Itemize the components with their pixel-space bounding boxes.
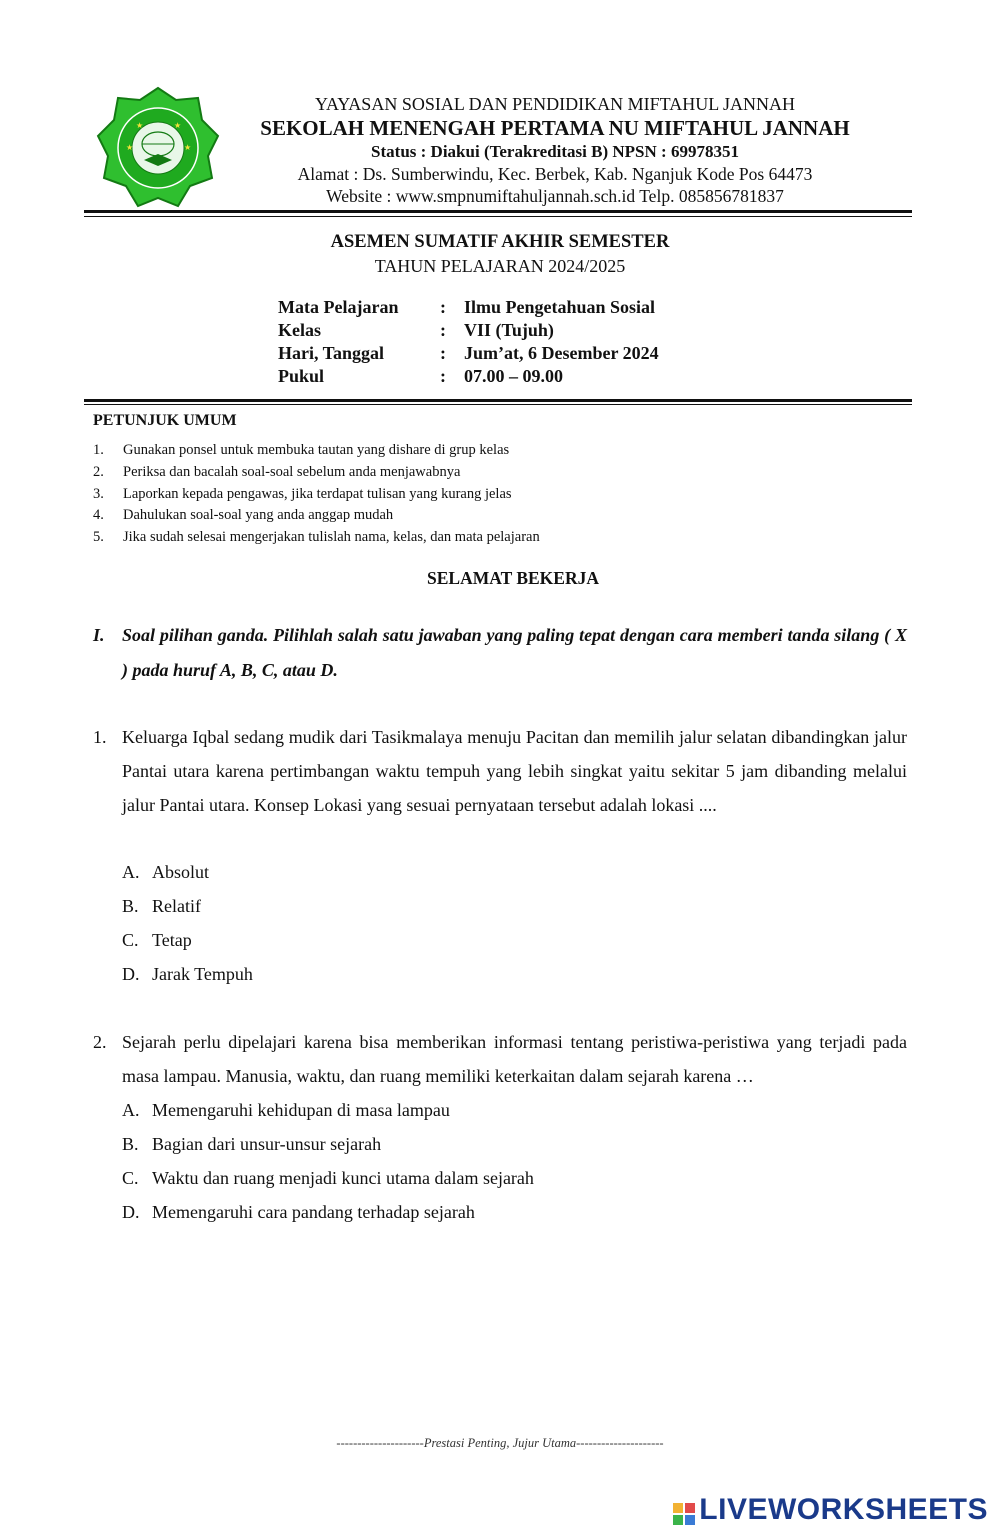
svg-text:★: ★ [136, 121, 144, 130]
school-logo [96, 86, 220, 210]
svg-text:★: ★ [126, 143, 134, 152]
option-a[interactable]: A. Memengaruhi kehidupan di masa lampau [122, 1100, 450, 1120]
petunjuk-item: 2. Periksa dan bacalah soal-soal sebelum anda menjawabnya [93, 464, 461, 480]
option-a[interactable]: A. Absolut [122, 862, 210, 882]
meta-value: VII (Tujuh) [464, 320, 554, 340]
footer-motto: ---------------------Prestasi Penting, Jujur Utama--------------------- [336, 1436, 664, 1450]
option-d[interactable]: D. Memengaruhi cara pandang terhadap sejarah [122, 1202, 475, 1222]
foundation-name: YAYASAN SOSIAL DAN PENDIDIKAN MIFTAHUL JANNAH [314, 94, 796, 114]
svg-text:★: ★ [174, 121, 182, 130]
option-c[interactable]: C. Waktu dan ruang menjadi kunci utama dalam sejarah [122, 1168, 534, 1188]
petunjuk-heading: PETUNJUK UMUM [93, 412, 237, 429]
question-text: Keluarga Iqbal sedang mudik dari Tasikmalaya menuju Pacitan dan memilih jalur selatan dibandingkan jalur Pantai utara karena pertimbangan waktu tempuh yang lebih singkat yaitu sekitar 5 jam dibanding melalui jalur Pantai utara. Konsep Lokasi yang sesuai pernyataan tersebut adalah lokasi .... [122, 727, 907, 815]
svg-text:★: ★ [184, 143, 192, 152]
exam-title: ASEMEN SUMATIF AKHIR SEMESTER [330, 232, 670, 252]
school-name: SEKOLAH MENENGAH PERTAMA NU MIFTAHUL JANNAH [260, 116, 850, 140]
question-text: Sejarah perlu dipelajari karena bisa memberikan informasi tentang peristiwa-peristiwa yang terjadi pada masa lampau. Manusia, waktu, dan ruang memiliki keterkaitan dalam sejarah karena … [122, 1032, 907, 1086]
header-divider-thin [84, 216, 912, 217]
meta-value: 07.00 – 09.00 [464, 366, 563, 386]
section-instruction: Soal pilihan ganda. Pilihlah salah satu jawaban yang paling tepat dengan cara memberi tanda silang ( X ) pada huruf A, B, C, atau D. [122, 625, 907, 680]
option-b[interactable]: B. Relatif [122, 896, 201, 916]
meta-row-class: Kelas : VII (Tujuh) [278, 320, 554, 340]
meta-row-time: Pukul : 07.00 – 09.00 [278, 366, 563, 386]
question-number: 2. [93, 1032, 107, 1052]
school-status: Status : Diakui (Terakreditasi B) NPSN : 69978351 [371, 142, 739, 161]
meta-label: Hari, Tanggal [278, 343, 385, 363]
meta-label: Kelas [278, 320, 321, 340]
meta-divider-thin [84, 404, 912, 405]
meta-label: Mata Pelajaran [278, 297, 399, 317]
school-address: Alamat : Ds. Sumberwindu, Kec. Berbek, Kab. Nganjuk Kode Pos 64473 [297, 164, 813, 184]
meta-value: Jum’at, 6 Desember 2024 [464, 343, 659, 363]
liveworksheets-logo[interactable] [673, 1492, 988, 1527]
petunjuk-item: 5. Jika sudah selesai mengerjakan tulislah nama, kelas, dan mata pelajaran [93, 529, 540, 545]
closing-text: SELAMAT BEKERJA [427, 568, 599, 588]
meta-row-subject: Mata Pelajaran : Ilmu Pengetahuan Sosial [278, 297, 656, 317]
petunjuk-item: 3. Laporkan kepada pengawas, jika terdapat tulisan yang kurang jelas [93, 486, 512, 502]
option-b[interactable]: B. Bagian dari unsur-unsur sejarah [122, 1134, 382, 1154]
meta-row-date: Hari, Tanggal : Jum’at, 6 Desember 2024 [278, 343, 659, 363]
meta-label: Pukul [278, 366, 325, 386]
option-d[interactable]: D. Jarak Tempuh [122, 964, 253, 984]
exam-year: TAHUN PELAJARAN 2024/2025 [374, 256, 626, 276]
option-c[interactable]: C. Tetap [122, 930, 192, 950]
meta-divider [84, 399, 912, 402]
section-number: I. [93, 625, 105, 645]
header-divider [84, 210, 912, 213]
question-number: 1. [93, 727, 107, 747]
school-website: Website : www.smpnumiftahuljannah.sch.id Telp. 085856781837 [326, 186, 784, 206]
petunjuk-item: 4. Dahulukan soal-soal yang anda anggap mudah [93, 507, 394, 523]
brand-icon [673, 1499, 695, 1521]
petunjuk-item: 1. Gunakan ponsel untuk membuka tautan yang dishare di grup kelas [93, 442, 510, 458]
brand-name: LIVEWORKSHEETS [699, 1493, 988, 1527]
meta-value: Ilmu Pengetahuan Sosial [464, 297, 656, 317]
